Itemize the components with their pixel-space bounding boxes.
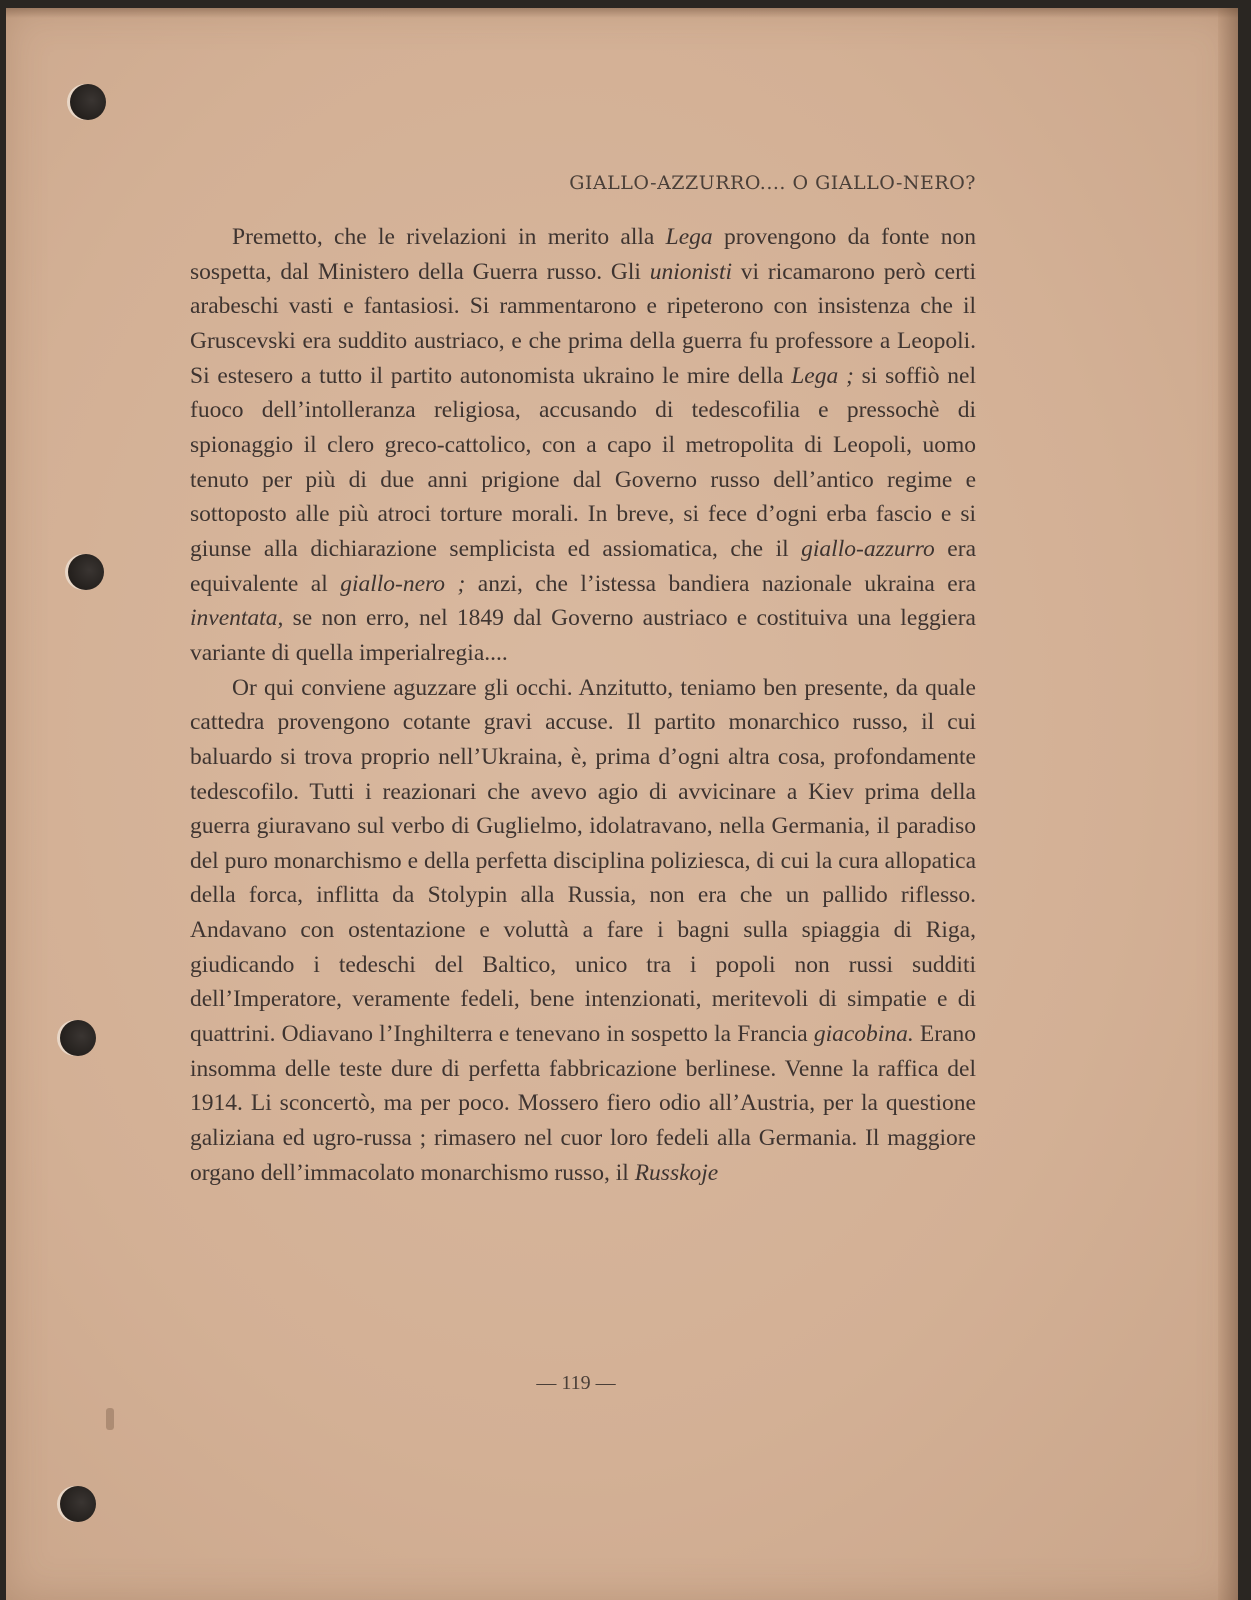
- italic-run: giacobina.: [813, 1021, 914, 1048]
- text-run: Erano insomma delle teste dure di perfetta fabbricazione berlinese. Venne la raffica del 1914. Li sconcertò, ma per poco. Mossero fiero odio all’Austria, per la questione galiziana ed ugro-russa ; rimasero nel cuor loro fedeli alla Germania. Il maggiore organo dell’immacolato monarchismo russo, il: [190, 1021, 976, 1186]
- text-run: era equivalente al: [190, 535, 976, 597]
- paragraph-1: [190, 220, 976, 671]
- italic-run: Lega ;: [791, 362, 854, 389]
- running-header: GIALLO-AZZURRO.... O GIALLO-NERO?: [569, 172, 976, 194]
- paper-sheet: [6, 8, 1238, 1600]
- text-run: provengono da fonte non sospetta, dal Ministero della Guerra russo. Gli: [190, 224, 976, 285]
- punch-hole-4: [60, 1486, 96, 1522]
- sheet-right-edge: [1218, 8, 1238, 1600]
- italic-run: Lega: [665, 224, 713, 250]
- text-run: anzi, che l’istessa bandiera nazionale ukraina era: [465, 570, 976, 597]
- italic-run: unionisti: [649, 258, 732, 285]
- body-text: [190, 220, 976, 1190]
- page-number: — 119 —: [536, 1372, 616, 1394]
- text-run: Premetto, che le rivelazioni in merito alla: [232, 224, 666, 250]
- punch-hole-3: [60, 1020, 96, 1056]
- italic-run: giallo-azzurro: [801, 535, 935, 562]
- text-run: vi ricamarono però certi arabeschi vasti e fantasiosi. Si rammentarono e ripeterono con insistenza che il Gruscevski era suddito austriaco, e che prima della guerra fu professore a Leopoli. Si estesero a tutto il partito autonomista ukraino le mire della: [190, 258, 976, 389]
- italic-run: Russkoje: [634, 1159, 719, 1186]
- paragraph-2: [190, 671, 976, 1191]
- ink-mark: [106, 1408, 114, 1430]
- text-run: se non erro, nel 1849 dal Governo austriaco e costituiva una leggiera variante di quella imperialregia....: [190, 605, 976, 666]
- text-run: Or qui conviene aguzzare gli occhi. Anzitutto, teniamo ben presente, da quale cattedra provengono cotante gravi accuse. Il partito monarchico russo, il cui baluardo si trova proprio nell’Ukraina, è, prima d’ogni altra cosa, profondamente tedescofilo. Tutti i reazionari che avevo agio di avvicinare a Kiev prima della guerra giuravano sul verbo di Guglielmo, idolatravano, nella Germania, il paradiso del puro monarchismo e della perfetta disciplina poliziesca, di cui la cura allopatica della forca, inflitta da Stolypin alla Russia, non era che un pallido riflesso. Andavano con ostentazione e voluttà a fare i bagni sulla spiaggia di Riga, giudicando i tedeschi del Baltico, unico tra i popoli non russi sudditi dell’Imperatore, veramente fedeli, bene intenzionati, meritevoli di simpatie e di quattrini. Odiavano l’Inghilterra e tenevano in sospetto la Francia: [190, 674, 976, 1048]
- sheet-top-edge: [6, 8, 1238, 18]
- italic-run: giallo-nero ;: [340, 570, 466, 597]
- text-run: si soffiò nel fuoco dell’intolleranza religiosa, accusando di tedescofilia e pressochè di spionaggio il clero greco-cattolico, con a capo il metropolita di Leopoli, uomo tenuto per più di due anni prigione dal Governo russo dell’antico regime e sottoposto alle più atroci torture morali. In breve, si fece d’ogni erba fascio e si giunse alla dichiarazione semplicista ed assiomatica, che il: [190, 362, 976, 562]
- punch-hole-2: [68, 554, 104, 590]
- italic-run: inventata,: [190, 605, 284, 632]
- punch-hole-1: [70, 84, 106, 120]
